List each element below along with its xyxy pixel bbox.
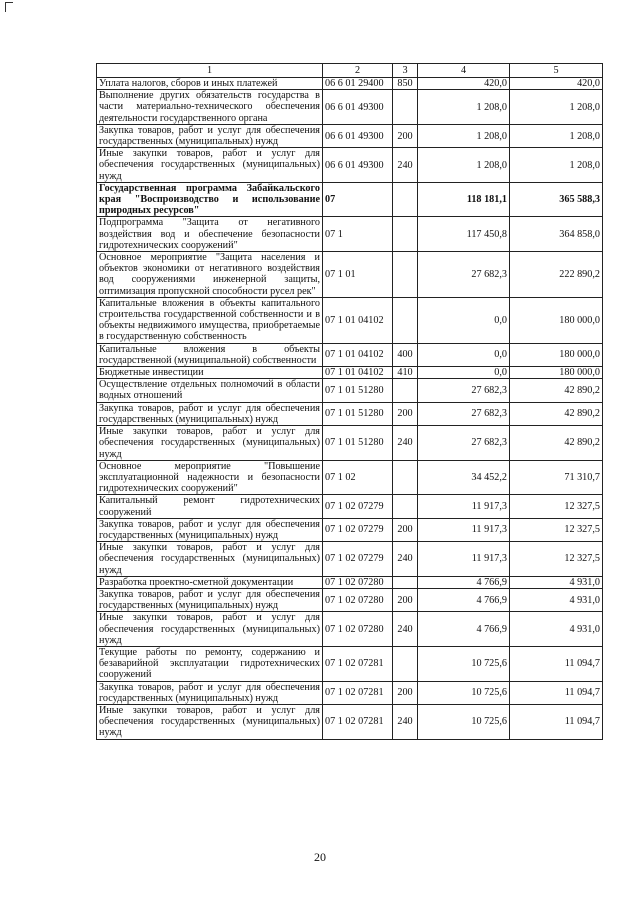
cell-amount-year-1: 10 725,6 [418,681,510,704]
cell-code: 07 1 01 51280 [323,426,393,461]
cell-code: 07 1 01 51280 [323,379,393,402]
cell-expense-type: 200 [393,402,418,425]
table-row [97,379,603,402]
cell-name: Закупка товаров, работ и услуг для обеспечения государственных (муниципальных) нужд [97,681,323,704]
cell-expense-type: 200 [393,124,418,147]
cell-expense-type [393,495,418,518]
table-row [97,576,603,588]
cell-expense-type: 200 [393,588,418,611]
cell-code: 06 6 01 49300 [323,148,393,183]
cell-expense-type [393,182,418,217]
cell-amount-year-1: 4 766,9 [418,576,510,588]
cell-name: Подпрограмма "Защита от негативного воздействия вод и обеспечение безопасности гидротехнических сооружений" [97,217,323,252]
cell-amount-year-2: 222 890,2 [510,252,603,298]
column-header: 3 [393,64,418,78]
cell-name: Иные закупки товаров, работ и услуг для обеспечения государственных (муниципальных) нужд [97,704,323,739]
table-row [97,402,603,425]
cell-amount-year-1: 4 766,9 [418,588,510,611]
cell-expense-type: 850 [393,78,418,90]
cell-code: 07 1 01 04102 [323,297,393,343]
cell-amount-year-1: 11 917,3 [418,495,510,518]
cell-amount-year-2: 4 931,0 [510,588,603,611]
cell-code: 06 6 01 49300 [323,124,393,147]
cell-code: 07 1 01 04102 [323,367,393,379]
cell-amount-year-2: 180 000,0 [510,297,603,343]
cell-code: 07 1 01 51280 [323,402,393,425]
budget-table [96,63,603,740]
cell-expense-type [393,460,418,495]
table-row [97,297,603,343]
cell-expense-type: 240 [393,426,418,461]
table-row [97,646,603,681]
scan-corner-mark [5,2,13,12]
table-row [97,518,603,541]
cell-amount-year-2: 71 310,7 [510,460,603,495]
cell-amount-year-2: 4 931,0 [510,576,603,588]
cell-code: 07 1 02 07281 [323,704,393,739]
cell-name: Основное мероприятие "Повышение эксплуатационной надежности и безопасности гидротехнических сооружений" [97,460,323,495]
cell-amount-year-2: 1 208,0 [510,124,603,147]
cell-expense-type: 410 [393,367,418,379]
cell-name: Иные закупки товаров, работ и услуг для обеспечения государственных (муниципальных) нужд [97,426,323,461]
cell-name: Государственная программа Забайкальского края "Воспроизводство и использование природных ресурсов" [97,182,323,217]
table-row [97,367,603,379]
cell-code: 06 6 01 29400 [323,78,393,90]
cell-name: Капитальный ремонт гидротехнических сооружений [97,495,323,518]
cell-code: 06 6 01 49300 [323,90,393,125]
cell-code: 07 1 [323,217,393,252]
cell-name: Закупка товаров, работ и услуг для обеспечения государственных (муниципальных) нужд [97,518,323,541]
cell-expense-type [393,217,418,252]
table-row [97,252,603,298]
cell-name: Закупка товаров, работ и услуг для обеспечения государственных (муниципальных) нужд [97,588,323,611]
cell-amount-year-2: 42 890,2 [510,402,603,425]
cell-code: 07 1 01 [323,252,393,298]
cell-name: Иные закупки товаров, работ и услуг для обеспечения государственных (муниципальных) нужд [97,612,323,647]
cell-amount-year-2: 42 890,2 [510,426,603,461]
cell-amount-year-2: 180 000,0 [510,367,603,379]
table-body [97,78,603,740]
table-row [97,217,603,252]
cell-name: Закупка товаров, работ и услуг для обеспечения государственных (муниципальных) нужд [97,402,323,425]
cell-expense-type [393,379,418,402]
cell-expense-type: 200 [393,681,418,704]
cell-amount-year-2: 42 890,2 [510,379,603,402]
cell-code: 07 [323,182,393,217]
cell-name: Закупка товаров, работ и услуг для обеспечения государственных (муниципальных) нужд [97,124,323,147]
cell-amount-year-2: 364 858,0 [510,217,603,252]
cell-amount-year-1: 34 452,2 [418,460,510,495]
cell-name: Бюджетные инвестиции [97,367,323,379]
table-row [97,704,603,739]
cell-amount-year-2: 12 327,5 [510,542,603,577]
cell-amount-year-1: 27 682,3 [418,402,510,425]
table-row [97,343,603,366]
cell-amount-year-2: 12 327,5 [510,495,603,518]
cell-code: 07 1 02 07281 [323,646,393,681]
cell-expense-type: 240 [393,542,418,577]
cell-name: Осуществление отдельных полномочий в области водных отношений [97,379,323,402]
cell-amount-year-1: 1 208,0 [418,90,510,125]
column-header: 5 [510,64,603,78]
cell-name: Иные закупки товаров, работ и услуг для обеспечения государственных (муниципальных) нужд [97,542,323,577]
cell-code: 07 1 01 04102 [323,343,393,366]
cell-amount-year-2: 1 208,0 [510,148,603,183]
cell-amount-year-2: 365 588,3 [510,182,603,217]
cell-name: Текущие работы по ремонту, содержанию и безаварийной эксплуатации гидротехнических сооружений [97,646,323,681]
cell-code: 07 1 02 07279 [323,518,393,541]
page-number: 20 [314,850,326,864]
cell-expense-type [393,297,418,343]
cell-amount-year-2: 11 094,7 [510,681,603,704]
table-row [97,78,603,90]
cell-amount-year-1: 10 725,6 [418,646,510,681]
table-row [97,495,603,518]
cell-amount-year-1: 11 917,3 [418,518,510,541]
cell-code: 07 1 02 07280 [323,588,393,611]
cell-expense-type [393,646,418,681]
cell-expense-type [393,576,418,588]
table-row [97,90,603,125]
table-row [97,588,603,611]
cell-amount-year-2: 11 094,7 [510,646,603,681]
table-row [97,681,603,704]
cell-amount-year-2: 11 094,7 [510,704,603,739]
cell-amount-year-1: 420,0 [418,78,510,90]
cell-expense-type: 240 [393,612,418,647]
cell-expense-type [393,90,418,125]
table-row [97,148,603,183]
cell-code: 07 1 02 07279 [323,495,393,518]
cell-name: Выполнение других обязательств государства в части материально-технического обеспечения деятельности государственного органа [97,90,323,125]
cell-expense-type: 240 [393,704,418,739]
cell-amount-year-1: 0,0 [418,343,510,366]
cell-name: Капитальные вложения в объекты капитального строительства государственной собственности и в объекты недвижимого имущества, приобретаемые в государственную собственность [97,297,323,343]
cell-amount-year-1: 118 181,1 [418,182,510,217]
cell-amount-year-1: 27 682,3 [418,252,510,298]
cell-code: 07 1 02 07279 [323,542,393,577]
table-row [97,460,603,495]
table-row [97,542,603,577]
table-row [97,426,603,461]
cell-amount-year-2: 4 931,0 [510,612,603,647]
cell-amount-year-2: 180 000,0 [510,343,603,366]
cell-name: Разработка проектно-сметной документации [97,576,323,588]
column-header: 2 [323,64,393,78]
cell-amount-year-1: 0,0 [418,297,510,343]
column-header: 4 [418,64,510,78]
table-row [97,124,603,147]
cell-name: Иные закупки товаров, работ и услуг для обеспечения государственных (муниципальных) нужд [97,148,323,183]
cell-expense-type: 240 [393,148,418,183]
table-row [97,182,603,217]
cell-code: 07 1 02 [323,460,393,495]
cell-amount-year-1: 117 450,8 [418,217,510,252]
cell-code: 07 1 02 07280 [323,576,393,588]
cell-amount-year-1: 10 725,6 [418,704,510,739]
cell-amount-year-2: 1 208,0 [510,90,603,125]
cell-amount-year-1: 11 917,3 [418,542,510,577]
cell-amount-year-1: 1 208,0 [418,124,510,147]
cell-amount-year-1: 0,0 [418,367,510,379]
cell-name: Основное мероприятие "Защита населения и объектов экономики от негативного воздействия вод сооружениями инженерной защиты, оптимизация пропускной способности русел рек" [97,252,323,298]
cell-expense-type: 200 [393,518,418,541]
column-header: 1 [97,64,323,78]
cell-amount-year-1: 1 208,0 [418,148,510,183]
cell-name: Капитальные вложения в объекты государственной (муниципальной) собственности [97,343,323,366]
cell-amount-year-2: 12 327,5 [510,518,603,541]
cell-amount-year-1: 27 682,3 [418,379,510,402]
cell-amount-year-1: 27 682,3 [418,426,510,461]
cell-code: 07 1 02 07280 [323,612,393,647]
cell-expense-type [393,252,418,298]
table-row [97,612,603,647]
cell-expense-type: 400 [393,343,418,366]
cell-code: 07 1 02 07281 [323,681,393,704]
cell-amount-year-1: 4 766,9 [418,612,510,647]
cell-amount-year-2: 420,0 [510,78,603,90]
table-header-row [97,64,603,78]
cell-name: Уплата налогов, сборов и иных платежей [97,78,323,90]
